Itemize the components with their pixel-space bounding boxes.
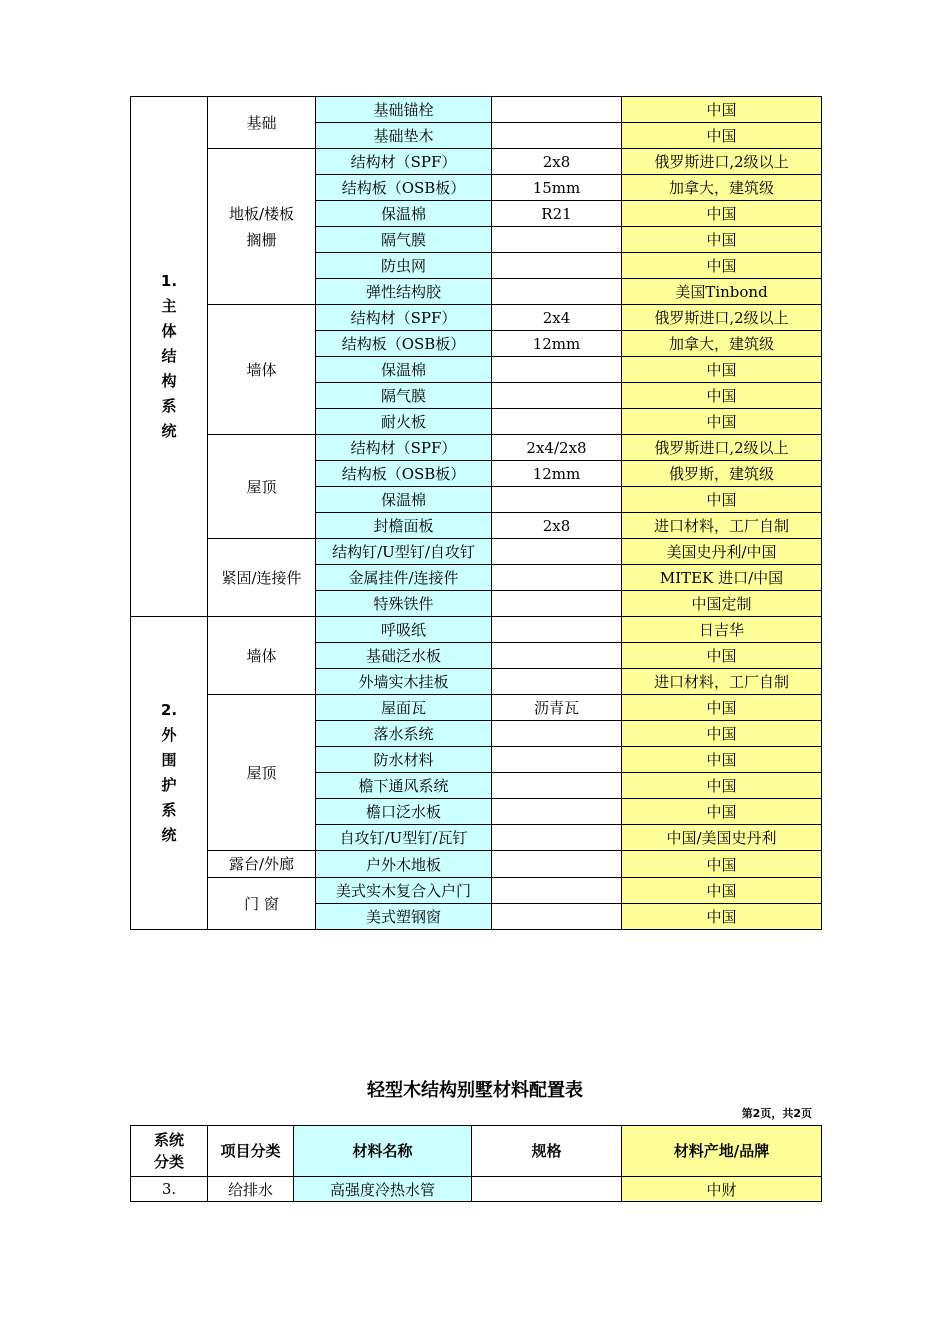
system-label-line: 护 (161, 776, 177, 794)
document-title: 轻型木结构别墅材料配置表 (367, 1080, 583, 1101)
material-cell: 结构板（OSB板） (316, 461, 492, 487)
material-cell: 特殊铁件 (316, 591, 492, 617)
origin-cell: 中国 (622, 383, 822, 409)
system-label-line: 外 (161, 726, 177, 744)
spec-cell (492, 773, 622, 799)
row-origin: 中财 (622, 1177, 822, 1202)
origin-cell: MITEK 进口/中国 (622, 565, 822, 591)
origin-cell: 中国 (622, 851, 822, 878)
origin-cell: 中国/美国史丹利 (622, 825, 822, 851)
material-cell: 结构材（SPF） (316, 149, 492, 175)
material-cell: 防虫网 (316, 253, 492, 279)
table-row (131, 617, 822, 643)
header-system-line: 分类 (153, 1153, 184, 1171)
material-cell: 结构钉/U型钉/自攻钉 (316, 539, 492, 565)
origin-cell: 中国 (622, 357, 822, 383)
category-line: 屋顶 (246, 763, 277, 782)
system-label-line: 统 (161, 422, 177, 440)
origin-cell: 美国Tinbond (622, 279, 822, 305)
origin-cell: 中国 (622, 799, 822, 825)
row-material: 高强度冷热水管 (294, 1177, 472, 1202)
material-cell: 保温棉 (316, 357, 492, 383)
material-cell: 檐下通风系统 (316, 773, 492, 799)
spec-cell (492, 279, 622, 305)
category-cell (208, 539, 316, 617)
material-cell: 檐口泛水板 (316, 799, 492, 825)
system-label-line: 统 (161, 826, 177, 844)
origin-cell: 美国史丹利/中国 (622, 539, 822, 565)
material-table-continued (130, 96, 822, 930)
system-label (131, 97, 208, 617)
system-label-line: 系 (161, 397, 177, 415)
row-spec (472, 1177, 622, 1202)
category-cell (208, 851, 316, 878)
table-row (131, 695, 822, 721)
origin-cell: 中国 (622, 773, 822, 799)
category-cell (208, 878, 316, 930)
material-cell: 金属挂件/连接件 (316, 565, 492, 591)
spec-cell (492, 539, 622, 565)
spec-cell (492, 409, 622, 435)
header-origin: 材料产地/品牌 (622, 1126, 822, 1177)
header-system-line: 系统 (153, 1131, 184, 1149)
origin-cell: 中国 (622, 747, 822, 773)
material-cell: 呼吸纸 (316, 617, 492, 643)
category-cell (208, 149, 316, 305)
spec-cell (492, 851, 622, 878)
row-system: 3. (131, 1177, 208, 1202)
system-label-line: 1. (160, 272, 178, 290)
material-cell: 封檐面板 (316, 513, 492, 539)
spec-cell (492, 357, 622, 383)
origin-cell: 中国 (622, 695, 822, 721)
origin-cell: 中国 (622, 487, 822, 513)
origin-cell: 中国 (622, 721, 822, 747)
system-label-line: 结 (161, 347, 177, 365)
origin-cell: 俄罗斯进口,2级以上 (622, 305, 822, 331)
system-label (131, 617, 208, 930)
spec-cell (492, 487, 622, 513)
origin-cell: 中国 (622, 97, 822, 123)
origin-cell: 日吉华 (622, 617, 822, 643)
spec-cell: 2x4/2x8 (492, 435, 622, 461)
material-cell: 屋面瓦 (316, 695, 492, 721)
system-label-line: 构 (161, 372, 177, 390)
material-cell: 户外木地板 (316, 851, 492, 878)
table-row (131, 305, 822, 331)
material-cell: 隔气膜 (316, 227, 492, 253)
table-row (131, 149, 822, 175)
spec-cell (492, 227, 622, 253)
origin-cell: 加拿大，建筑级 (622, 175, 822, 201)
material-cell: 结构板（OSB板） (316, 331, 492, 357)
category-line: 墙体 (246, 360, 277, 379)
material-cell: 美式实木复合入户门 (316, 878, 492, 904)
table-row (131, 435, 822, 461)
spec-cell (492, 617, 622, 643)
origin-cell: 中国 (622, 227, 822, 253)
spec-cell (492, 97, 622, 123)
material-cell: 外墙实木挂板 (316, 669, 492, 695)
spec-cell (492, 565, 622, 591)
table-row (131, 878, 822, 904)
system-label-line: 体 (161, 322, 177, 340)
material-cell: 隔气膜 (316, 383, 492, 409)
origin-cell: 中国 (622, 253, 822, 279)
table-row (131, 1177, 822, 1202)
spec-cell (492, 253, 622, 279)
category-cell (208, 695, 316, 851)
spec-cell (492, 825, 622, 851)
origin-cell: 中国定制 (622, 591, 822, 617)
spec-cell (492, 747, 622, 773)
origin-cell: 进口材料，工厂自制 (622, 669, 822, 695)
material-cell: 美式塑钢窗 (316, 904, 492, 930)
category-line: 露台/外廊 (228, 855, 295, 873)
page-indicator: 第2页，共2页 (741, 1107, 812, 1120)
category-line: 门 窗 (244, 894, 279, 913)
origin-cell: 中国 (622, 878, 822, 904)
table-row (131, 851, 822, 878)
material-cell: 基础泛水板 (316, 643, 492, 669)
spec-cell: 沥青瓦 (492, 695, 622, 721)
header-spec: 规格 (472, 1126, 622, 1177)
material-cell: 自攻钉/U型钉/瓦钉 (316, 825, 492, 851)
material-cell: 基础垫木 (316, 123, 492, 149)
material-cell: 保温棉 (316, 487, 492, 513)
material-cell: 保温棉 (316, 201, 492, 227)
spec-cell (492, 799, 622, 825)
origin-cell: 俄罗斯进口,2级以上 (622, 435, 822, 461)
material-table-page2 (130, 1125, 822, 1202)
material-cell: 耐火板 (316, 409, 492, 435)
material-cell: 弹性结构胶 (316, 279, 492, 305)
category-line: 屋顶 (246, 477, 277, 496)
origin-cell: 中国 (622, 123, 822, 149)
origin-cell: 中国 (622, 409, 822, 435)
system-label-line: 2. (160, 701, 178, 719)
table-header-row (131, 1126, 822, 1177)
origin-cell: 俄罗斯，建筑级 (622, 461, 822, 487)
category-line: 搁栅 (246, 230, 277, 249)
spec-cell (492, 591, 622, 617)
category-cell (208, 435, 316, 539)
category-cell (208, 305, 316, 435)
origin-cell: 中国 (622, 201, 822, 227)
system-label-line: 系 (161, 801, 177, 819)
category-line: 地板/楼板 (228, 204, 295, 223)
spec-cell (492, 721, 622, 747)
spec-cell (492, 669, 622, 695)
system-label-line: 围 (161, 751, 177, 769)
spec-cell: 12mm (492, 331, 622, 357)
header-material: 材料名称 (294, 1126, 472, 1177)
material-cell: 防水材料 (316, 747, 492, 773)
table-row (131, 539, 822, 565)
material-cell: 结构材（SPF） (316, 435, 492, 461)
spec-cell: 15mm (492, 175, 622, 201)
category-line: 墙体 (246, 646, 277, 665)
origin-cell: 中国 (622, 904, 822, 930)
category-cell (208, 97, 316, 149)
spec-cell: 2x8 (492, 513, 622, 539)
category-cell (208, 617, 316, 695)
origin-cell: 加拿大，建筑级 (622, 331, 822, 357)
spec-cell (492, 643, 622, 669)
category-line: 紧固/连接件 (221, 568, 302, 587)
spec-cell (492, 123, 622, 149)
material-cell: 结构材（SPF） (316, 305, 492, 331)
material-cell: 结构板（OSB板） (316, 175, 492, 201)
spec-cell (492, 383, 622, 409)
header-system (131, 1126, 208, 1177)
category-line: 基础 (246, 113, 277, 132)
material-cell: 基础锚栓 (316, 97, 492, 123)
spec-cell (492, 878, 622, 904)
material-cell: 落水系统 (316, 721, 492, 747)
spec-cell (492, 904, 622, 930)
spec-cell: 2x4 (492, 305, 622, 331)
origin-cell: 俄罗斯进口,2级以上 (622, 149, 822, 175)
spec-cell: 2x8 (492, 149, 622, 175)
system-label-line: 主 (161, 297, 177, 315)
origin-cell: 中国 (622, 643, 822, 669)
row-category: 给排水 (208, 1177, 294, 1202)
spec-cell: R21 (492, 201, 622, 227)
spec-cell: 12mm (492, 461, 622, 487)
header-category: 项目分类 (208, 1126, 294, 1177)
table-row (131, 97, 822, 123)
origin-cell: 进口材料，工厂自制 (622, 513, 822, 539)
